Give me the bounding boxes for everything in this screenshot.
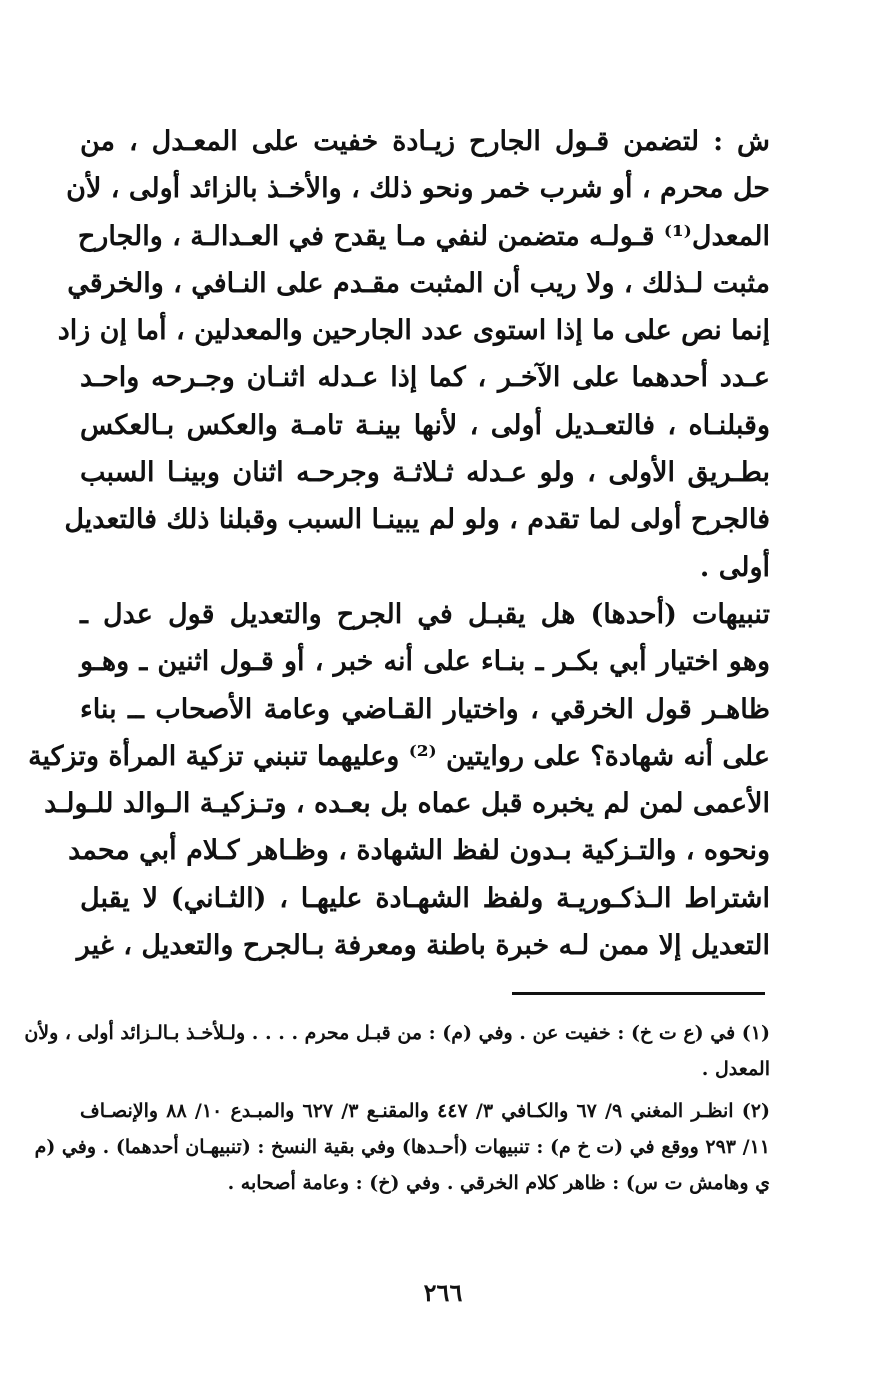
text-line: مثبت لـذلك ، ولا ريب أن المثبت مقـدم على النـافي ، والخرقي bbox=[67, 267, 770, 299]
text-line: حل محرم ، أو شرب خمر ونحو ذلك ، والأخـذ بالزائد أولى ، لأن bbox=[66, 173, 770, 205]
text-line: ش : لتضمن قـول الجارح زيـادة خفيت على المعـدل ، من bbox=[80, 126, 770, 157]
footnote-separator bbox=[512, 992, 765, 995]
text-line: بطـريق الأولى ، ولو عـدله ثـلاثـة وجرحـه اثنان وبينـا السبب bbox=[80, 457, 770, 489]
footnote-line: ١١/ ٢٩٣ ووقع في (ت خ م) : تنبيهات (أحـدها) وفي بقية النسخ : (تنبيهـان أحدهما) . وفي (م bbox=[34, 1136, 770, 1158]
text-line: عـدد أحدهما على الآخـر ، كما إذا عـدله اثنـان وجـرحه واحـد bbox=[80, 362, 770, 394]
text-line: ظاهـر قول الخرقي ، واختيار القـاضي وعامة الأصحاب ــ بناء bbox=[80, 693, 770, 725]
text-line: أولى . bbox=[699, 551, 770, 583]
text-line: فالجرح أولى لما تقدم ، ولو لم يبينـا السبب وقبلنا ذلك فالتعديل bbox=[64, 504, 770, 536]
text-line: ونحوه ، والتـزكية بـدون لفظ الشهادة ، وظـاهر كـلام أبي محمد bbox=[68, 835, 770, 867]
footnote bbox=[24, 1015, 770, 1087]
footnotes-block bbox=[24, 1015, 770, 1207]
text-line: إنما نص على ما إذا استوى عدد الجارحين والمعدلين ، أما إن زاد bbox=[57, 315, 770, 347]
text-line: وهو اختيار أبي بكـر ـ بنـاء على أنه خبر ، أو قـول اثنين ـ وهـو bbox=[80, 646, 770, 678]
text-line: التعديل إلا ممن لـه خبرة باطنة ومعرفة بـالجرح والتعديل ، غير bbox=[76, 930, 770, 962]
text-line: المعدل⁽¹⁾ قـولـه متضمن لنفي مـا يقدح في العـدالـة ، والجارح bbox=[77, 220, 770, 252]
footnote bbox=[34, 1093, 770, 1201]
footnote-line: ي وهامش ت س) : ظاهر كلام الخرقي . وفي (خ) : وعامة أصحابه . bbox=[227, 1172, 770, 1194]
footnote-line: (٢) انظـر المغني ٩/ ٦٧ والكـافي ٣/ ٤٤٧ والمقنـع ٣/ ٦٢٧ والمبـدع ١٠/ ٨٨ والإنصـاف bbox=[80, 1100, 770, 1122]
main-text-block bbox=[28, 118, 770, 969]
footnote-line: (١) في (ع ت خ) : خفيت عن . وفي (م) : من قبـل محرم . . . . ولـلأخـذ بـالـزائد أولى ، ولأن bbox=[24, 1022, 770, 1044]
text-line: على أنه شهادة؟ على روايتين ⁽²⁾ وعليهما تنبني تزكية المرأة وتزكية bbox=[28, 740, 770, 772]
page-number: ٢٦٦ bbox=[423, 1278, 463, 1307]
text-line: اشتراط الـذكـوريـة ولفظ الشهـادة عليهـا ، (الثـاني) لا يقبل bbox=[80, 882, 770, 914]
text-line: وقبلنـاه ، فالتعـديل أولى ، لأنها بينـة تامـة والعكس بـالعكس bbox=[80, 409, 770, 441]
footnote-line: المعدل . bbox=[701, 1058, 770, 1080]
text-line: الأعمى لمن لم يخبره قبل عماه بل بعـده ، وتـزكيـة الـوالد للـولـد bbox=[44, 788, 770, 820]
text-line: تنبيهات (أحدها) هل يقبـل في الجرح والتعديل قول عدل ـ bbox=[80, 598, 770, 630]
